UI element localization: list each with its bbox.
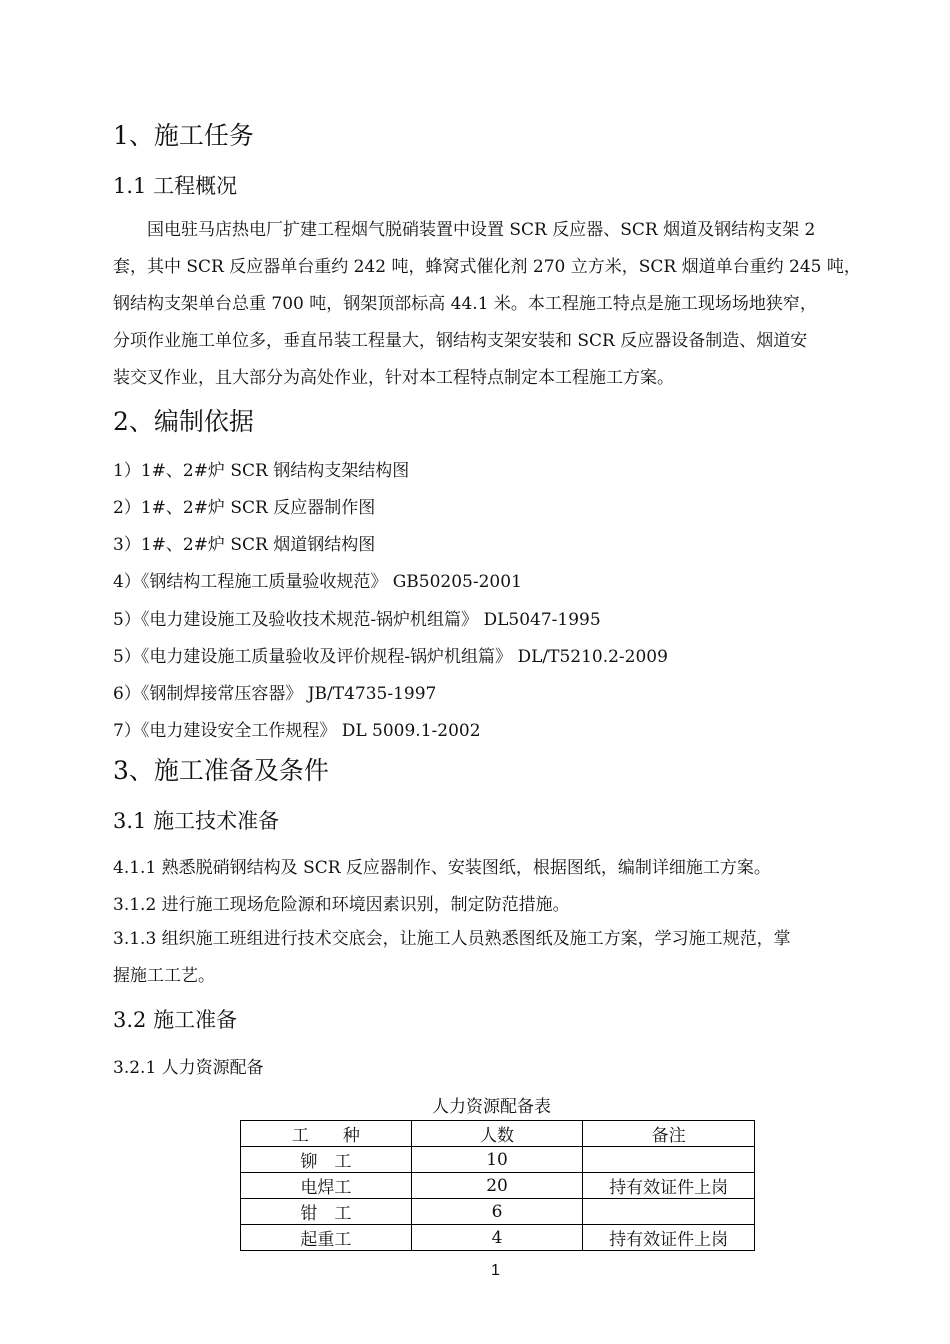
page-number: 1 — [491, 1262, 500, 1279]
table-cell: 4 — [411, 1225, 583, 1251]
table-cell: 6 — [411, 1199, 583, 1225]
section-2-heading: 2、编制依据 — [113, 407, 254, 436]
table-cell: 钳 工 — [241, 1199, 412, 1225]
table-cell: 持有效证件上岗 — [583, 1173, 755, 1199]
prep-item: 3.1.2 进行施工现场危险源和环境因素识别，制定防范措施。 — [113, 895, 570, 915]
header-cell: 备注 — [583, 1121, 755, 1147]
table-cell: 持有效证件上岗 — [583, 1225, 755, 1251]
section-3-heading: 3、施工准备及条件 — [113, 756, 329, 785]
reference-item: 7）《电力建设安全工作规程》 DL 5009.1-2002 — [113, 721, 481, 741]
section-1-1-paragraph — [113, 212, 885, 397]
table-cell — [583, 1147, 755, 1173]
reference-item: 1）1#、2#炉 SCR 钢结构支架结构图 — [113, 461, 410, 481]
paragraph-line: 装交叉作业，且大部分为高处作业，针对本工程特点制定本工程施工方案。 — [113, 368, 674, 388]
table-cell: 铆 工 — [241, 1147, 412, 1173]
reference-item: 5）《电力建设施工质量验收及评价规程-锅炉机组篇》 DL/T5210.2-2009 — [113, 647, 668, 667]
section-1-heading: 1、施工任务 — [113, 121, 254, 150]
section-3-2-heading: 3.2 施工准备 — [113, 1008, 238, 1032]
table-row — [241, 1199, 755, 1225]
paragraph-line: 国电驻马店热电厂扩建工程烟气脱硝装置中设置 SCR 反应器、SCR 烟道及钢结构支架 2 — [147, 220, 816, 240]
header-cell: 工 种 — [241, 1121, 412, 1147]
paragraph-line: 套，其中 SCR 反应器单台重约 242 吨，蜂窝式催化剂 270 立方米，SCR 烟道单台重约 245 吨， — [113, 257, 861, 277]
section-3-2-1-heading: 3.2.1 人力资源配备 — [113, 1058, 264, 1078]
reference-item: 5）《电力建设施工及验收技术规范-锅炉机组篇》 DL5047-1995 — [113, 610, 601, 630]
table-cell: 20 — [411, 1173, 583, 1199]
table-row — [241, 1225, 755, 1251]
table-cell — [583, 1199, 755, 1225]
paragraph-line: 握施工工艺。 — [113, 966, 215, 986]
paragraph-line: 3.1.3 组织施工班组进行技术交底会，让施工人员熟悉图纸及施工方案，学习施工规范，掌 — [113, 929, 791, 949]
table-row — [241, 1147, 755, 1173]
paragraph-line: 钢结构支架单台总重 700 吨，钢架顶部标高 44.1 米。本工程施工特点是施工现场场地狭窄， — [113, 294, 817, 314]
table-caption: 人力资源配备表 — [432, 1097, 551, 1117]
header-cell: 人数 — [411, 1121, 583, 1147]
table-row — [241, 1173, 755, 1199]
manpower-table — [240, 1120, 755, 1251]
section-1-1-heading: 1.1 工程概况 — [113, 174, 238, 198]
prep-item-3-1-3 — [113, 921, 885, 995]
reference-item: 3）1#、2#炉 SCR 烟道钢结构图 — [113, 535, 376, 555]
section-3-1-heading: 3.1 施工技术准备 — [113, 809, 280, 833]
table-cell: 10 — [411, 1147, 583, 1173]
table-cell: 电焊工 — [241, 1173, 412, 1199]
table-cell: 起重工 — [241, 1225, 412, 1251]
table-header-row — [241, 1121, 755, 1147]
reference-item: 2）1#、2#炉 SCR 反应器制作图 — [113, 498, 376, 518]
reference-item: 4）《钢结构工程施工质量验收规范》 GB50205-2001 — [113, 572, 522, 592]
paragraph-line: 分项作业施工单位多，垂直吊装工程量大，钢结构支架安装和 SCR 反应器设备制造、烟道安 — [113, 331, 808, 351]
reference-item: 6）《钢制焊接常压容器》 JB/T4735-1997 — [113, 684, 437, 704]
prep-item: 4.1.1 熟悉脱硝钢结构及 SCR 反应器制作、安装图纸，根据图纸，编制详细施工方案。 — [113, 858, 771, 878]
